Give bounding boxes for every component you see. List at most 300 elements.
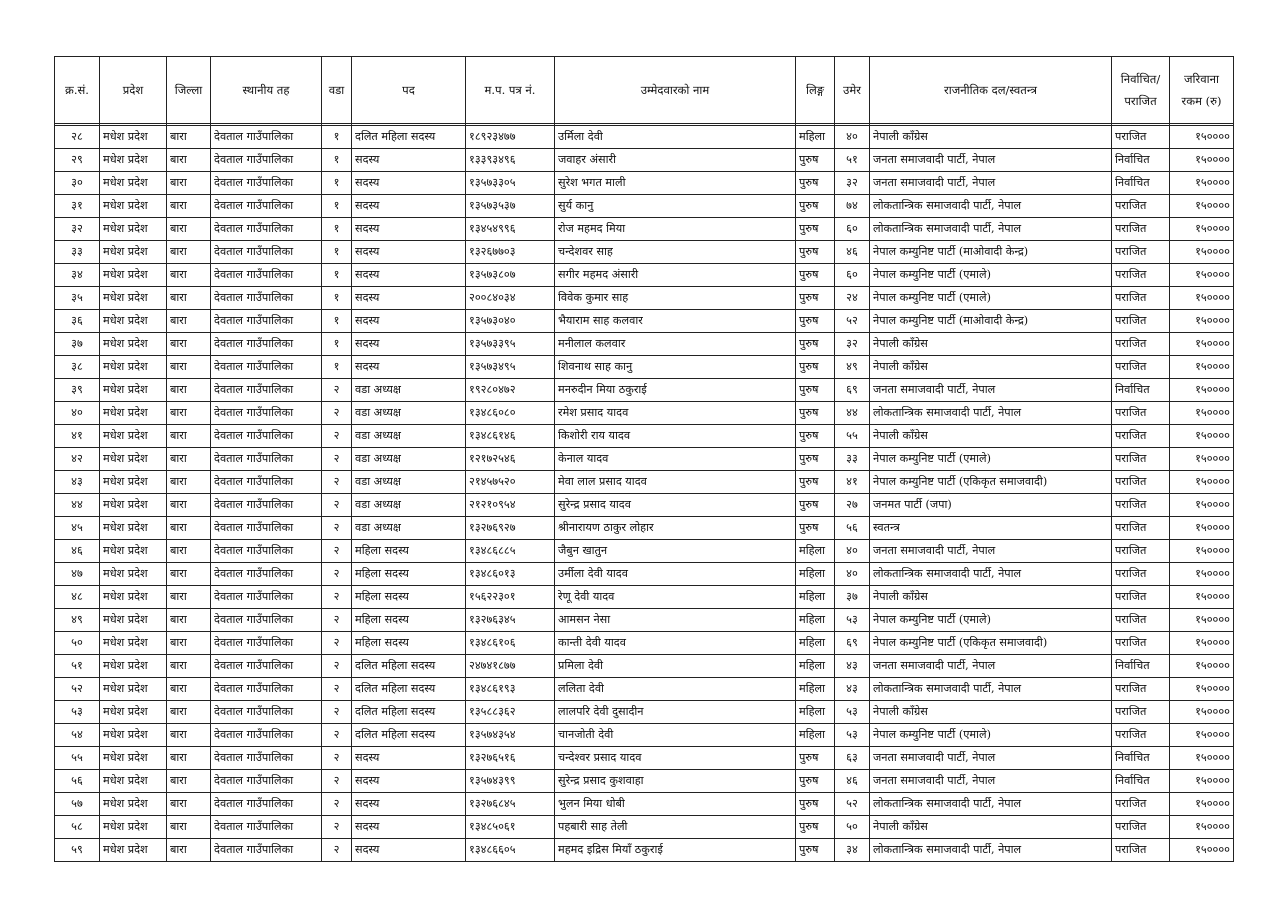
candidate-name-cell: रोज महमद मिया [555,218,796,241]
province-cell: मधेश प्रदेश [100,172,167,195]
local-level-cell: देवताल गाउँपालिका [211,471,322,494]
age-cell: २४ [835,287,870,310]
candidate-name-cell: केनाल यादव [555,448,796,471]
table-row [55,379,1234,402]
table-row [55,609,1234,632]
party-cell: नेपाली काँग्रेस [870,816,1112,839]
gender-cell: महिला [796,724,835,747]
gender-cell: महिला [796,701,835,724]
local-level-cell: देवताल गाउँपालिका [211,494,322,517]
age-cell: ६३ [835,747,870,770]
fine-amount-cell: १५०००० [1170,747,1234,770]
result-cell: पराजित [1112,678,1170,701]
province-cell: मधेश प्रदेश [100,724,167,747]
province-cell: मधेश प्रदेश [100,356,167,379]
local-level-cell: देवताल गाउँपालिका [211,448,322,471]
candidate-name-cell: भैयाराम साह कलवार [555,310,796,333]
fine-amount-cell: १५०००० [1170,126,1234,149]
result-cell: पराजित [1112,517,1170,540]
province-cell: मधेश प्रदेश [100,655,167,678]
post-cell: महिला सदस्य [352,609,466,632]
ward-cell: २ [322,678,352,701]
gender-cell: पुरुष [796,356,835,379]
post-cell: वडा अध्यक्ष [352,379,466,402]
party-cell: नेपाल कम्युनिष्ट पार्टी (एमाले) [870,264,1112,287]
age-cell: ६९ [835,379,870,402]
candidate-name-cell: जवाहर अंसारी [555,149,796,172]
table-row [55,425,1234,448]
table-row [55,195,1234,218]
district-cell: बारा [167,310,211,333]
post-cell: सदस्य [352,793,466,816]
ballot-number-cell: १२१७२५४६ [466,448,555,471]
ward-cell: २ [322,540,352,563]
result-cell: पराजित [1112,402,1170,425]
serial-cell: ४४ [55,494,100,517]
candidate-name-cell: ललिता देवी [555,678,796,701]
district-cell: बारा [167,517,211,540]
ballot-number-cell: १३५८८३६२ [466,701,555,724]
serial-cell: ३३ [55,241,100,264]
province-cell: मधेश प्रदेश [100,540,167,563]
party-cell: नेपाली काँग्रेस [870,333,1112,356]
ballot-number-cell: १३२७६९२७ [466,517,555,540]
post-cell: दलित महिला सदस्य [352,724,466,747]
local-level-cell: देवताल गाउँपालिका [211,333,322,356]
gender-cell: पुरुष [796,747,835,770]
ward-cell: १ [322,126,352,149]
serial-cell: ३१ [55,195,100,218]
district-cell: बारा [167,793,211,816]
candidate-name-cell: मेवा लाल प्रसाद यादव [555,471,796,494]
gender-cell: पुरुष [796,172,835,195]
result-cell: पराजित [1112,356,1170,379]
post-cell: दलित महिला सदस्य [352,701,466,724]
local-level-cell: देवताल गाउँपालिका [211,724,322,747]
serial-cell: ५१ [55,655,100,678]
serial-cell: ५० [55,632,100,655]
local-level-cell: देवताल गाउँपालिका [211,149,322,172]
ward-cell: २ [322,770,352,793]
post-cell: वडा अध्यक्ष [352,448,466,471]
col-local-level-header: स्थानीय तह [211,57,322,124]
ballot-number-cell: १३५७४३९९ [466,770,555,793]
local-level-cell: देवताल गाउँपालिका [211,356,322,379]
local-level-cell: देवताल गाउँपालिका [211,701,322,724]
candidate-name-cell: किशोरी राय यादव [555,425,796,448]
candidate-name-cell: भुलन मिया धोबी [555,793,796,816]
col-gender-header: लिङ्ग [796,57,835,124]
fine-amount-cell: १५०००० [1170,540,1234,563]
party-cell: लोकतान्त्रिक समाजवादी पार्टी, नेपाल [870,839,1112,862]
local-level-cell: देवताल गाउँपालिका [211,609,322,632]
table-row [55,402,1234,425]
party-cell: जनता समाजवादी पार्टी, नेपाल [870,540,1112,563]
ballot-number-cell: १३४५४९९६ [466,218,555,241]
result-cell: पराजित [1112,241,1170,264]
post-cell: वडा अध्यक्ष [352,402,466,425]
candidate-name-cell: सुरेश भगत माली [555,172,796,195]
serial-cell: ३९ [55,379,100,402]
local-level-cell: देवताल गाउँपालिका [211,770,322,793]
candidate-name-cell: श्रीनारायण ठाकुर लोहार [555,517,796,540]
district-cell: बारा [167,678,211,701]
serial-cell: ४१ [55,425,100,448]
ballot-number-cell: १३५७४३५४ [466,724,555,747]
candidate-name-cell: मनीलाल कलवार [555,333,796,356]
ballot-number-cell: २४७४१८७७ [466,655,555,678]
ward-cell: २ [322,425,352,448]
district-cell: बारा [167,494,211,517]
age-cell: ४९ [835,356,870,379]
age-cell: ५२ [835,310,870,333]
col-ballot-number-header: म.प. पत्र नं. [466,57,555,124]
district-cell: बारा [167,563,211,586]
serial-cell: ५२ [55,678,100,701]
result-cell: पराजित [1112,287,1170,310]
age-cell: ५३ [835,724,870,747]
age-cell: २७ [835,494,870,517]
table-row [55,540,1234,563]
col-result-header: निर्वाचित/ पराजित [1112,57,1170,124]
ballot-number-cell: १३३९३४९६ [466,149,555,172]
gender-cell: पुरुष [796,517,835,540]
local-level-cell: देवताल गाउँपालिका [211,195,322,218]
ballot-number-cell: १८९२३४७७ [466,126,555,149]
ward-cell: २ [322,747,352,770]
result-cell: पराजित [1112,839,1170,862]
serial-cell: ३२ [55,218,100,241]
gender-cell: महिला [796,126,835,149]
candidate-name-cell: आमसन नेसा [555,609,796,632]
gender-cell: महिला [796,678,835,701]
candidate-name-cell: रेणू देवी यादव [555,586,796,609]
table-row [55,149,1234,172]
result-cell: पराजित [1112,540,1170,563]
gender-cell: पुरुष [796,310,835,333]
party-cell: लोकतान्त्रिक समाजवादी पार्टी, नेपाल [870,402,1112,425]
age-cell: ३२ [835,333,870,356]
gender-cell: पुरुष [796,402,835,425]
party-cell: नेपाल कम्युनिष्ट पार्टी (एकिकृत समाजवादी) [870,632,1112,655]
local-level-cell: देवताल गाउँपालिका [211,839,322,862]
result-cell: पराजित [1112,724,1170,747]
fine-amount-cell: १५०००० [1170,402,1234,425]
ballot-number-cell: १३५७३५३७ [466,195,555,218]
gender-cell: पुरुष [796,494,835,517]
post-cell: दलित महिला सदस्य [352,655,466,678]
fine-amount-cell: १५०००० [1170,149,1234,172]
local-level-cell: देवताल गाउँपालिका [211,402,322,425]
age-cell: ४६ [835,241,870,264]
fine-amount-cell: १५०००० [1170,356,1234,379]
serial-cell: ४८ [55,586,100,609]
gender-cell: महिला [796,540,835,563]
party-cell: लोकतान्त्रिक समाजवादी पार्टी, नेपाल [870,678,1112,701]
fine-amount-cell: १५०००० [1170,379,1234,402]
gender-cell: पुरुष [796,218,835,241]
serial-cell: ५५ [55,747,100,770]
party-cell: नेपाल कम्युनिष्ट पार्टी (माओवादी केन्द्र) [870,241,1112,264]
local-level-cell: देवताल गाउँपालिका [211,517,322,540]
ward-cell: १ [322,241,352,264]
district-cell: बारा [167,379,211,402]
ward-cell: १ [322,264,352,287]
gender-cell: पुरुष [796,793,835,816]
province-cell: मधेश प्रदेश [100,839,167,862]
fine-amount-cell: १५०००० [1170,678,1234,701]
age-cell: ३७ [835,586,870,609]
local-level-cell: देवताल गाउँपालिका [211,678,322,701]
age-cell: ७४ [835,195,870,218]
party-cell: लोकतान्त्रिक समाजवादी पार्टी, नेपाल [870,563,1112,586]
table-row [55,218,1234,241]
candidate-name-cell: चन्देशवर साह [555,241,796,264]
ward-cell: १ [322,287,352,310]
district-cell: बारा [167,218,211,241]
ballot-number-cell: १३४८६८८५ [466,540,555,563]
district-cell: बारा [167,149,211,172]
result-cell: निर्वाचित [1112,747,1170,770]
district-cell: बारा [167,333,211,356]
age-cell: ६९ [835,632,870,655]
candidate-name-cell: पहबारी साह तेली [555,816,796,839]
serial-cell: ४९ [55,609,100,632]
age-cell: ६० [835,264,870,287]
ballot-number-cell: १३२७६३४५ [466,609,555,632]
ballot-number-cell: १३५७३३९५ [466,333,555,356]
fine-amount-cell: १५०००० [1170,839,1234,862]
fine-amount-cell: १५०००० [1170,287,1234,310]
candidate-name-cell: शिवनाथ साह कानु [555,356,796,379]
serial-cell: ५६ [55,770,100,793]
gender-cell: पुरुष [796,264,835,287]
serial-cell: ५७ [55,793,100,816]
col-ward-header: वडा [322,57,352,124]
age-cell: ५५ [835,425,870,448]
post-cell: सदस्य [352,149,466,172]
ward-cell: २ [322,724,352,747]
age-cell: ४३ [835,678,870,701]
party-cell: नेपाली काँग्रेस [870,126,1112,149]
province-cell: मधेश प्रदेश [100,563,167,586]
province-cell: मधेश प्रदेश [100,126,167,149]
ballot-number-cell: २१४५७५२० [466,471,555,494]
post-cell: सदस्य [352,310,466,333]
ward-cell: २ [322,609,352,632]
serial-cell: ३५ [55,287,100,310]
district-cell: बारा [167,425,211,448]
table-row [55,563,1234,586]
post-cell: सदस्य [352,287,466,310]
post-cell: सदस्य [352,816,466,839]
local-level-cell: देवताल गाउँपालिका [211,632,322,655]
party-cell: नेपाल कम्युनिष्ट पार्टी (एमाले) [870,609,1112,632]
ward-cell: २ [322,839,352,862]
age-cell: ५६ [835,517,870,540]
local-level-cell: देवताल गाउँपालिका [211,563,322,586]
candidate-name-cell: उर्मिला देवी [555,126,796,149]
ballot-number-cell: १३४८६१४६ [466,425,555,448]
post-cell: सदस्य [352,172,466,195]
candidate-name-cell: सुरेन्द्र प्रसाद कुशवाहा [555,770,796,793]
gender-cell: पुरुष [796,149,835,172]
gender-cell: पुरुष [796,425,835,448]
party-cell: जनता समाजवादी पार्टी, नेपाल [870,770,1112,793]
table-row [55,494,1234,517]
result-cell: पराजित [1112,586,1170,609]
local-level-cell: देवताल गाउँपालिका [211,264,322,287]
candidate-name-cell: सुर्य कानु [555,195,796,218]
local-level-cell: देवताल गाउँपालिका [211,655,322,678]
ward-cell: १ [322,310,352,333]
local-level-cell: देवताल गाउँपालिका [211,241,322,264]
district-cell: बारा [167,126,211,149]
fine-amount-cell: १५०००० [1170,264,1234,287]
party-cell: लोकतान्त्रिक समाजवादी पार्टी, नेपाल [870,218,1112,241]
result-cell: पराजित [1112,425,1170,448]
gender-cell: महिला [796,655,835,678]
party-cell: नेपाल कम्युनिष्ट पार्टी (माओवादी केन्द्र) [870,310,1112,333]
province-cell: मधेश प्रदेश [100,747,167,770]
party-cell: जनता समाजवादी पार्टी, नेपाल [870,149,1112,172]
ballot-number-cell: १३४८६१०६ [466,632,555,655]
fine-amount-cell: १५०००० [1170,310,1234,333]
gender-cell: पुरुष [796,770,835,793]
ward-cell: २ [322,379,352,402]
province-cell: मधेश प्रदेश [100,770,167,793]
district-cell: बारा [167,655,211,678]
local-level-cell: देवताल गाउँपालिका [211,310,322,333]
result-cell: पराजित [1112,448,1170,471]
age-cell: ५२ [835,793,870,816]
serial-cell: ४० [55,402,100,425]
post-cell: वडा अध्यक्ष [352,471,466,494]
ballot-number-cell: १३४८६६०५ [466,839,555,862]
col-district-header: जिल्ला [167,57,211,124]
ballot-number-cell: २००८४०३४ [466,287,555,310]
province-cell: मधेश प्रदेश [100,494,167,517]
fine-amount-cell: १५०००० [1170,448,1234,471]
fine-amount-cell: १५०००० [1170,195,1234,218]
ballot-number-cell: २१२१०९५४ [466,494,555,517]
province-cell: मधेश प्रदेश [100,379,167,402]
province-cell: मधेश प्रदेश [100,264,167,287]
party-cell: जनता समाजवादी पार्टी, नेपाल [870,655,1112,678]
post-cell: सदस्य [352,356,466,379]
fine-amount-cell: १५०००० [1170,632,1234,655]
table-body [55,124,1234,862]
serial-cell: ४२ [55,448,100,471]
local-level-cell: देवताल गाउँपालिका [211,172,322,195]
post-cell: महिला सदस्य [352,632,466,655]
local-level-cell: देवताल गाउँपालिका [211,793,322,816]
district-cell: बारा [167,287,211,310]
gender-cell: महिला [796,609,835,632]
age-cell: ५३ [835,701,870,724]
candidate-name-cell: विवेक कुमार साह [555,287,796,310]
province-cell: मधेश प्रदेश [100,333,167,356]
ward-cell: २ [322,563,352,586]
party-cell: नेपाल कम्युनिष्ट पार्टी (एकिकृत समाजवादी) [870,471,1112,494]
candidate-name-cell: जैबुन खातुन [555,540,796,563]
serial-cell: ४३ [55,471,100,494]
ward-cell: १ [322,333,352,356]
district-cell: बारा [167,609,211,632]
province-cell: मधेश प्रदेश [100,149,167,172]
ward-cell: २ [322,816,352,839]
province-cell: मधेश प्रदेश [100,218,167,241]
party-cell: लोकतान्त्रिक समाजवादी पार्टी, नेपाल [870,195,1112,218]
ballot-number-cell: १३२६७७०३ [466,241,555,264]
gender-cell: पुरुष [796,241,835,264]
fine-amount-cell: १५०००० [1170,724,1234,747]
district-cell: बारा [167,356,211,379]
district-cell: बारा [167,172,211,195]
table-row [55,770,1234,793]
serial-cell: ५४ [55,724,100,747]
age-cell: ३२ [835,172,870,195]
candidate-name-cell: चानजोती देवी [555,724,796,747]
province-cell: मधेश प्रदेश [100,793,167,816]
table-row [55,839,1234,862]
party-cell: नेपाल कम्युनिष्ट पार्टी (एमाले) [870,287,1112,310]
age-cell: ५० [835,816,870,839]
province-cell: मधेश प्रदेश [100,701,167,724]
party-cell: नेपाल कम्युनिष्ट पार्टी (एमाले) [870,448,1112,471]
table-row [55,333,1234,356]
candidate-name-cell: मनरुदीन मिया ठकुराई [555,379,796,402]
gender-cell: पुरुष [796,471,835,494]
province-cell: मधेश प्रदेश [100,609,167,632]
party-cell: जनता समाजवादी पार्टी, नेपाल [870,172,1112,195]
ward-cell: १ [322,218,352,241]
post-cell: वडा अध्यक्ष [352,517,466,540]
party-cell: नेपाली काँग्रेस [870,425,1112,448]
fine-amount-cell: १५०००० [1170,770,1234,793]
district-cell: बारा [167,586,211,609]
party-cell: जनता समाजवादी पार्टी, नेपाल [870,747,1112,770]
table-row [55,701,1234,724]
result-cell: पराजित [1112,793,1170,816]
ballot-number-cell: १३४८६१९३ [466,678,555,701]
district-cell: बारा [167,747,211,770]
result-cell: पराजित [1112,816,1170,839]
table-row [55,747,1234,770]
ward-cell: १ [322,195,352,218]
result-cell: निर्वाचित [1112,379,1170,402]
local-level-cell: देवताल गाउँपालिका [211,218,322,241]
post-cell: सदस्य [352,241,466,264]
post-cell: वडा अध्यक्ष [352,425,466,448]
candidate-name-cell: उर्मीला देवी यादव [555,563,796,586]
serial-cell: ५३ [55,701,100,724]
ward-cell: २ [322,494,352,517]
ward-cell: १ [322,149,352,172]
ballot-number-cell: १३५७३४९५ [466,356,555,379]
district-cell: बारा [167,195,211,218]
result-cell: पराजित [1112,264,1170,287]
ballot-number-cell: १९२८०४७२ [466,379,555,402]
party-cell: नेपाली काँग्रेस [870,356,1112,379]
gender-cell: पुरुष [796,333,835,356]
post-cell: महिला सदस्य [352,586,466,609]
ward-cell: २ [322,655,352,678]
serial-cell: २८ [55,126,100,149]
result-cell: निर्वाचित [1112,655,1170,678]
district-cell: बारा [167,402,211,425]
district-cell: बारा [167,632,211,655]
